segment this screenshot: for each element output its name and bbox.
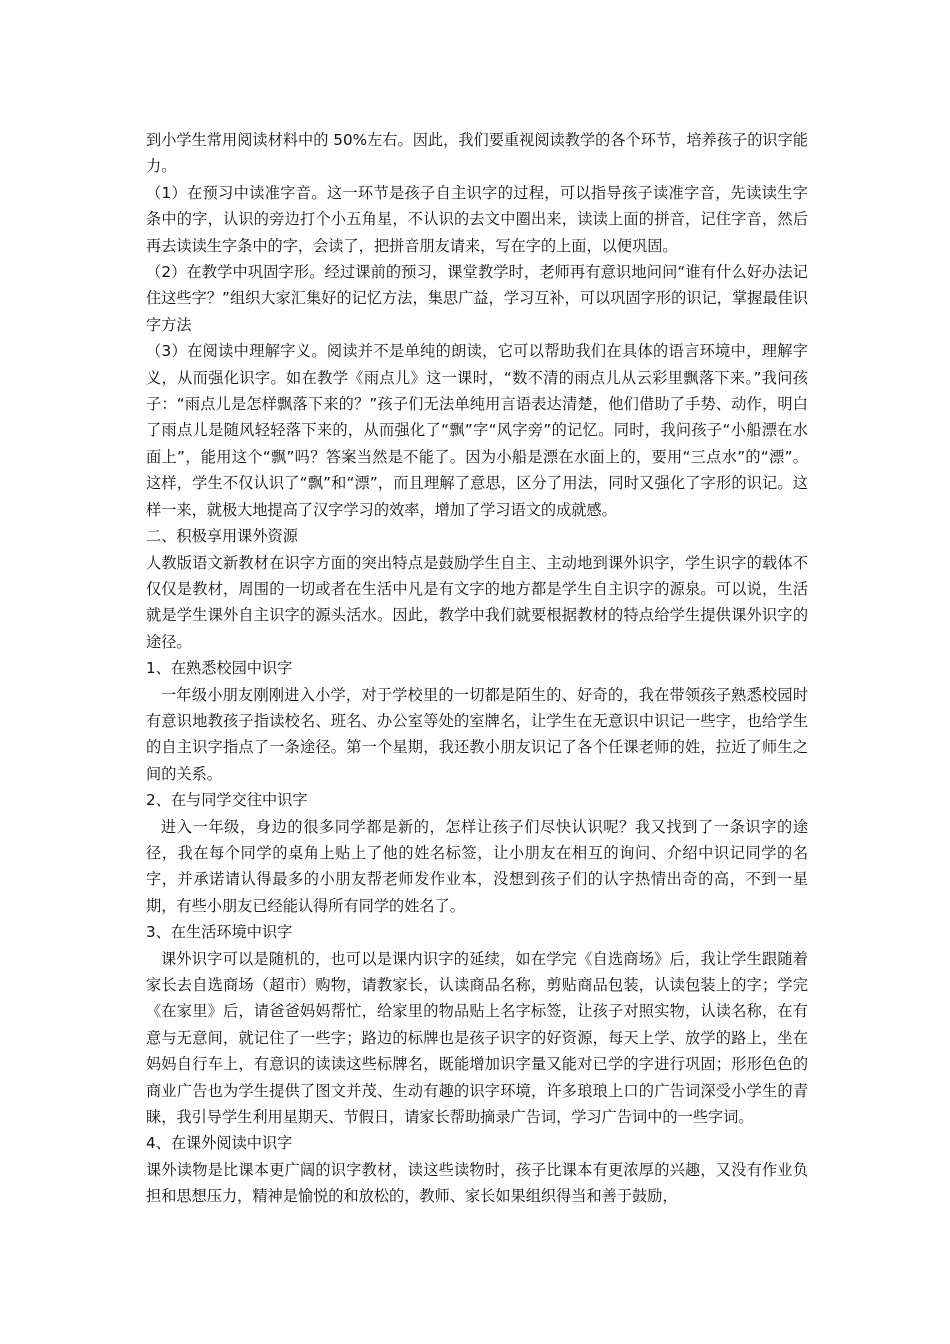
subheading-1: 1、在熟悉校园中识字 — [146, 659, 293, 678]
section-heading-2: 二、积极享用课外资源 — [146, 527, 298, 546]
paragraph-intro: 到小学生常用阅读材料中的 50%左右。因此，我们要重视阅读教学的各个环节，培养孩子的识字能力。 — [146, 131, 808, 176]
paragraph-subsection-1: 一年级小朋友刚刚进入小学，对于学校里的一切都是陌生的、好奇的，我在带领孩子熟悉校园时有意识地教孩子指读校名、班名、办公室等处的室牌名，让学生在无意识中识记一些字，也给学生的自主识字指点了一条途径。第一个星期，我还教小朋友识记了各个任课老师的姓，拉近了师生之间的关系。 — [146, 685, 808, 783]
subheading-3: 3、在生活环境中识字 — [146, 923, 293, 942]
paragraph-item-2: （2）在教学中巩固字形。经过课前的预习，课堂教学时，老师再有意识地问问“谁有什么好办法记住这些字？”组织大家汇集好的记忆方法，集思广益，学习互补，可以巩固字形的识记，掌握最佳识字方法 — [146, 263, 808, 334]
paragraph-section-2-intro: 人教版语文新教材在识字方面的突出特点是鼓励学生自主、主动地到课外识字，学生识字的载体不仅仅是教材，周围的一切或者在生活中凡是有文字的地方都是学生自主识字的源泉。可以说，生活就是学生课外自主识字的源头活水。因此，教学中我们就要根据教材的特点给学生提供课外识字的途径。 — [146, 553, 808, 651]
paragraph-item-3: （3）在阅读中理解字义。阅读并不是单纯的朗读，它可以帮助我们在具体的语言环境中，理解字义，从而强化识字。如在教学《雨点儿》这一课时，“数不清的雨点儿从云彩里飘落下来。”我问孩子：“雨点儿是怎样飘落下来的？”孩子们无法单纯用言语表达清楚，他们借助了手势、动作，明白了雨点儿是随风轻轻落下来的，从而强化了“飘”字“风字旁”的记忆。同时，我问孩子“小船漂在水面上”，能用这个“飘”吗？答案当然是不能了。因为小船是漂在水面上的，要用“三点水”的“漂”。这样，学生不仅认识了“飘”和“漂”，而且理解了意思，区分了用法，同时又强化了字形的识记。这样一来，就极大地提高了汉字学习的效率，增加了学习语文的成就感。 — [146, 342, 808, 519]
paragraph-subsection-4: 课外读物是比课本更广阔的识字教材，读这些读物时，孩子比课本有更浓厚的兴趣，又没有作业负担和思想压力，精神是愉悦的和放松的，教师、家长如果组织得当和善于鼓励， — [146, 1160, 808, 1206]
subheading-4: 4、在课外阅读中识字 — [146, 1134, 293, 1153]
paragraph-item-1: （1）在预习中读准字音。这一环节是孩子自主识字的过程，可以指导孩子读准字音，先读读生字条中的字，认识的旁边打个小五角星，不认识的去文中圈出来，读读上面的拼音，记住字音，然后再去读读生字条中的字，会读了，把拼音朋友请来，写在字的上面，以便巩固。 — [146, 183, 808, 255]
paragraph-subsection-3: 课外识字可以是随机的，也可以是课内识字的延续，如在学完《自选商场》后，我让学生跟随着家长去自选商场（超市）购物，请教家长，认读商品名称，剪贴商品包装，认读包装上的字；学完《在家里》后，请爸爸妈妈帮忙，给家里的物品贴上名字标签，让孩子对照实物，认读名称，在有意与无意间，就记住了一些字；路边的标牌也是孩子识字的好资源，每天上学、放学的路上，坐在妈妈自行车上，有意识的读读这些标牌名，既能增加识字量又能对已学的字进行巩固；形形色色的商业广告也为学生提供了图文并茂、生动有趣的识字环境，许多琅琅上口的广告词深受小学生的青睐，我引导学生利用星期天、节假日，请家长帮助摘录广告词，学习广告词中的一些字词。 — [146, 949, 808, 1127]
paragraph-subsection-2: 进入一年级，身边的很多同学都是新的，怎样让孩子们尽快认识呢？我又找到了一条识字的途径，我在每个同学的桌角上贴上了他的姓名标签，让小朋友在相互的询问、介绍中识记同学的名字，并承诺请认得最多的小朋友帮老师发作业本，没想到孩子们的认字热情出奇的高，不到一星期，有些小朋友已经能认得所有同学的姓名了。 — [146, 817, 808, 915]
subheading-2: 2、在与同学交往中识字 — [146, 791, 308, 810]
document-body — [146, 127, 808, 1210]
